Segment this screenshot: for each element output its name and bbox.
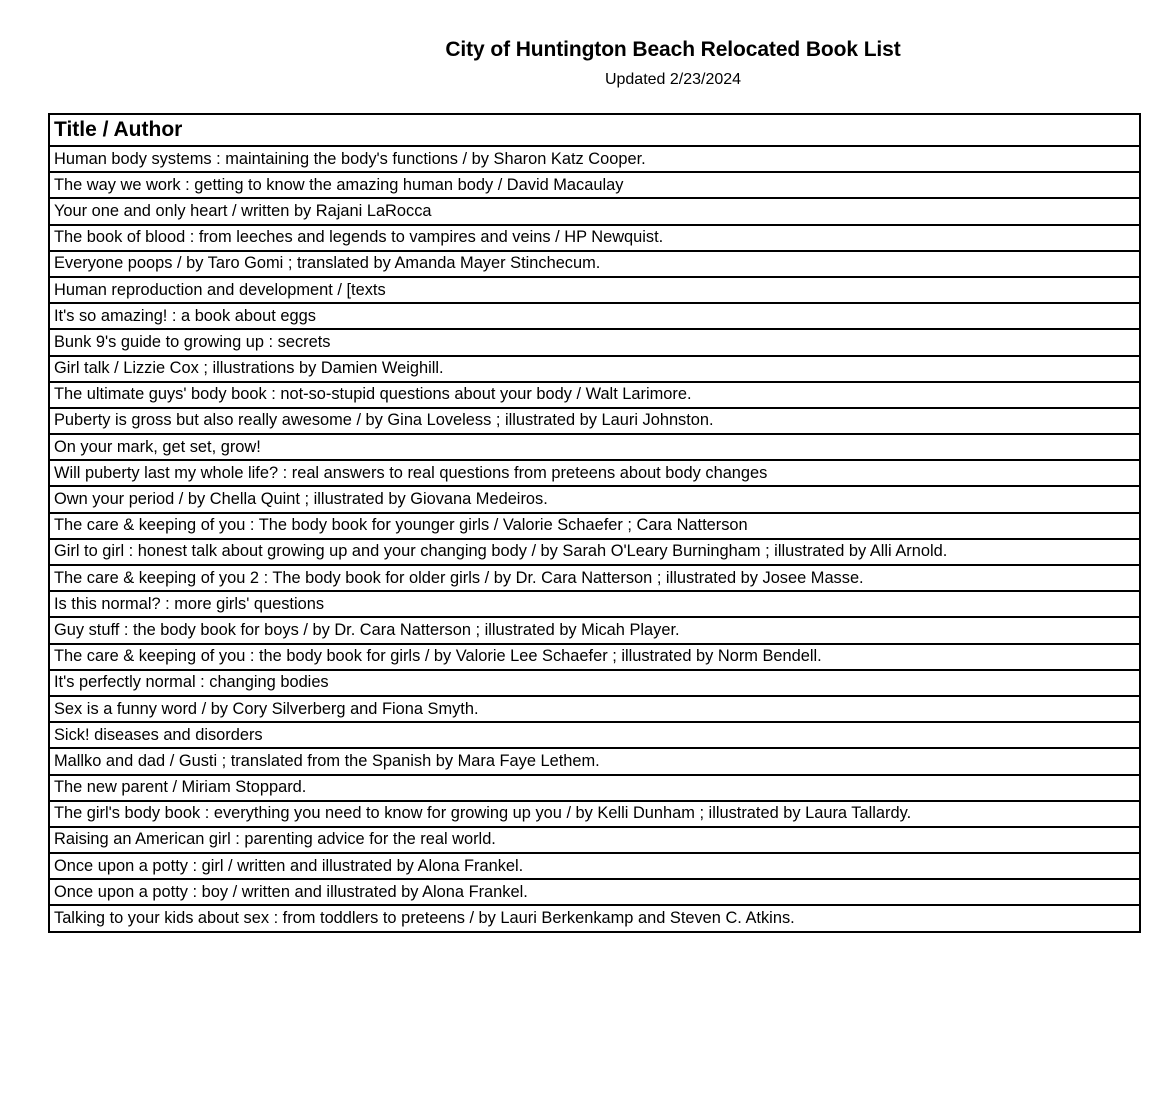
book-entry: Own your period / by Chella Quint ; illustrated by Giovana Medeiros. (49, 486, 1140, 512)
table-row (49, 879, 1140, 905)
book-entry: Human body systems : maintaining the body's functions / by Sharon Katz Cooper. (49, 146, 1140, 172)
table-row (49, 591, 1140, 617)
book-entry: The book of blood : from leeches and legends to vampires and veins / HP Newquist. (49, 225, 1140, 251)
table-row (49, 303, 1140, 329)
book-entry: The care & keeping of you 2 : The body book for older girls / by Dr. Cara Natterson ; illustrated by Josee Masse. (49, 565, 1140, 591)
book-entry: Human reproduction and development / [texts (49, 277, 1140, 303)
book-entry: It's so amazing! : a book about eggs (49, 303, 1140, 329)
book-entry: Mallko and dad / Gusti ; translated from the Spanish by Mara Faye Lethem. (49, 748, 1140, 774)
book-entry: Is this normal? : more girls' questions (49, 591, 1140, 617)
table-row (49, 801, 1140, 827)
book-entry: On your mark, get set, grow! (49, 434, 1140, 460)
table-row (49, 827, 1140, 853)
table-row (49, 513, 1140, 539)
table-row (49, 356, 1140, 382)
table-row (49, 644, 1140, 670)
table-row (49, 696, 1140, 722)
table-header-row (49, 114, 1140, 146)
book-entry: Once upon a potty : girl / written and illustrated by Alona Frankel. (49, 853, 1140, 879)
table-row (49, 408, 1140, 434)
book-entry: Raising an American girl : parenting advice for the real world. (49, 827, 1140, 853)
table-row (49, 722, 1140, 748)
document-title: City of Huntington Beach Relocated Book List (445, 38, 901, 61)
table-row (49, 486, 1140, 512)
table-row (49, 670, 1140, 696)
table-row (49, 172, 1140, 198)
table-row (49, 382, 1140, 408)
book-entry: Sick! diseases and disorders (49, 722, 1140, 748)
book-entry: Will puberty last my whole life? : real answers to real questions from preteens about body changes (49, 460, 1140, 486)
book-entry: Puberty is gross but also really awesome / by Gina Loveless ; illustrated by Lauri Johnston. (49, 408, 1140, 434)
table-row (49, 565, 1140, 591)
book-entry: Sex is a funny word / by Cory Silverberg and Fiona Smyth. (49, 696, 1140, 722)
book-entry: Everyone poops / by Taro Gomi ; translated by Amanda Mayer Stinchecum. (49, 251, 1140, 277)
book-entry: Talking to your kids about sex : from toddlers to preteens / by Lauri Berkenkamp and Steven C. Atkins. (49, 905, 1140, 931)
table-row (49, 277, 1140, 303)
table-row (49, 329, 1140, 355)
table-row (49, 748, 1140, 774)
table-row (49, 775, 1140, 801)
table-row (49, 251, 1140, 277)
book-entry: Guy stuff : the body book for boys / by Dr. Cara Natterson ; illustrated by Micah Player. (49, 617, 1140, 643)
table-row (49, 225, 1140, 251)
book-entry: The care & keeping of you : the body book for girls / by Valorie Lee Schaefer ; illustrated by Norm Bendell. (49, 644, 1140, 670)
book-entry: The ultimate guys' body book : not-so-stupid questions about your body / Walt Larimore. (49, 382, 1140, 408)
book-entry: The care & keeping of you : The body book for younger girls / Valorie Schaefer ; Cara Natterson (49, 513, 1140, 539)
book-entry: The way we work : getting to know the amazing human body / David Macaulay (49, 172, 1140, 198)
table-row (49, 617, 1140, 643)
book-entry: It's perfectly normal : changing bodies (49, 670, 1140, 696)
book-entry: The girl's body book : everything you need to know for growing up you / by Kelli Dunham ; illustrated by Laura Tallardy. (49, 801, 1140, 827)
book-list-table (48, 113, 1141, 933)
table-row (49, 539, 1140, 565)
book-entry: Girl to girl : honest talk about growing up and your changing body / by Sarah O'Leary Burningham ; illustrated by Alli Arnold. (49, 539, 1140, 565)
book-entry: The new parent / Miriam Stoppard. (49, 775, 1140, 801)
book-entry: Bunk 9's guide to growing up : secrets (49, 329, 1140, 355)
table-row (49, 198, 1140, 224)
document-updated-date: Updated 2/23/2024 (604, 71, 742, 88)
table-row (49, 146, 1140, 172)
table-row (49, 905, 1140, 931)
table-row (49, 460, 1140, 486)
table-row (49, 434, 1140, 460)
table-row (49, 853, 1140, 879)
column-header-title-author: Title / Author (49, 114, 1140, 146)
book-entry: Girl talk / Lizzie Cox ; illustrations by Damien Weighill. (49, 356, 1140, 382)
book-entry: Once upon a potty : boy / written and illustrated by Alona Frankel. (49, 879, 1140, 905)
book-entry: Your one and only heart / written by Rajani LaRocca (49, 198, 1140, 224)
